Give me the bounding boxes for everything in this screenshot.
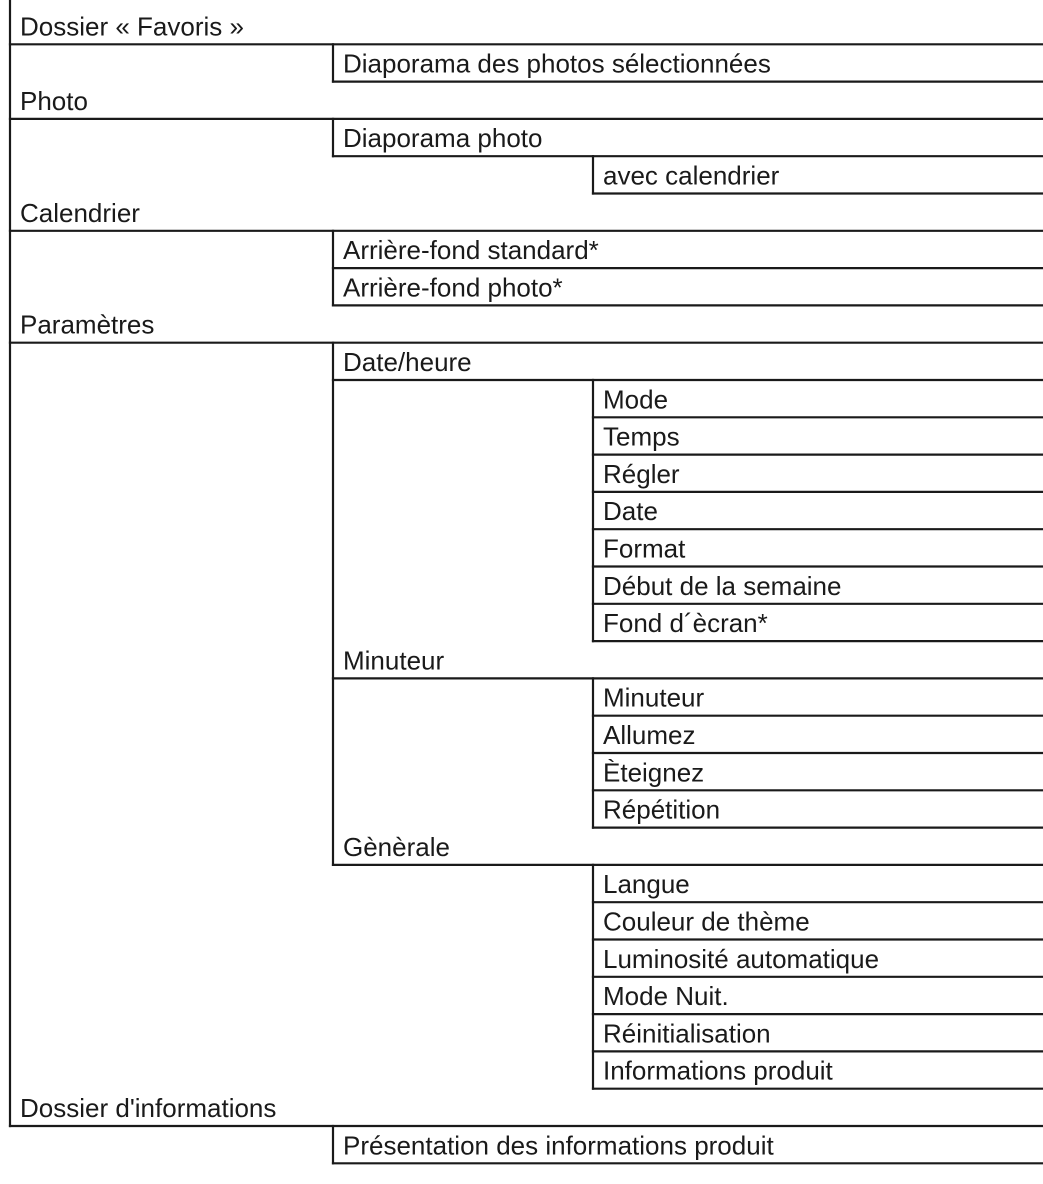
menu-item-dossier-favoris: Dossier « Favoris » — [20, 11, 244, 42]
menu-item-format: Format — [603, 533, 686, 564]
menu-item-parametres: Paramètres — [20, 309, 155, 340]
menu-item-calendrier: Calendrier — [20, 197, 140, 228]
menu-item-couleur-de-theme: Couleur de thème — [603, 906, 810, 937]
menu-item-informations-produit: Informations produit — [603, 1055, 833, 1086]
menu-item-arriere-fond-photo: Arrière-fond photo* — [343, 272, 563, 303]
menu-item-minuteur: Minuteur — [343, 645, 445, 676]
menu-item-minuteur: Minuteur — [603, 682, 705, 713]
menu-item-repetition: Répétition — [603, 794, 721, 825]
menu-item-presentation-des-informations-produit: Présentation des informations produit — [343, 1130, 774, 1161]
menu-item-regler: Régler — [603, 458, 680, 489]
menu-item-date-heure: Date/heure — [343, 347, 472, 377]
menu-item-diaporama-photo: Diaporama photo — [343, 123, 543, 154]
menu-item-generale: Gènèrale — [343, 831, 450, 862]
menu-item-dossier-d-informations: Dossier d'informations — [20, 1093, 277, 1123]
menu-item-langue: Langue — [603, 869, 690, 900]
menu-item-debut-de-la-semaine: Début de la semaine — [603, 570, 842, 601]
menu-item-date: Date — [603, 496, 658, 527]
menu-item-diaporama-des-photos-selectionnees: Diaporama des photos sélectionnées — [343, 48, 771, 79]
menu-item-photo: Photo — [20, 85, 88, 116]
menu-item-mode-nuit: Mode Nuit. — [603, 981, 729, 1012]
menu-item-fond-d-ecran: Fond d´ècran* — [603, 608, 768, 639]
menu-item-allumez: Allumez — [603, 720, 696, 750]
menu-item-eteignez: Èteignez — [603, 757, 705, 788]
menu-item-reinitialisation: Réinitialisation — [603, 1018, 771, 1049]
menu-item-avec-calendrier: avec calendrier — [603, 160, 780, 191]
menu-item-luminosite-automatique: Luminosité automatique — [603, 943, 880, 974]
menu-item-mode: Mode — [603, 384, 669, 415]
menu-item-temps: Temps — [603, 421, 680, 452]
menu-item-arriere-fond-standard: Arrière-fond standard* — [343, 235, 599, 266]
